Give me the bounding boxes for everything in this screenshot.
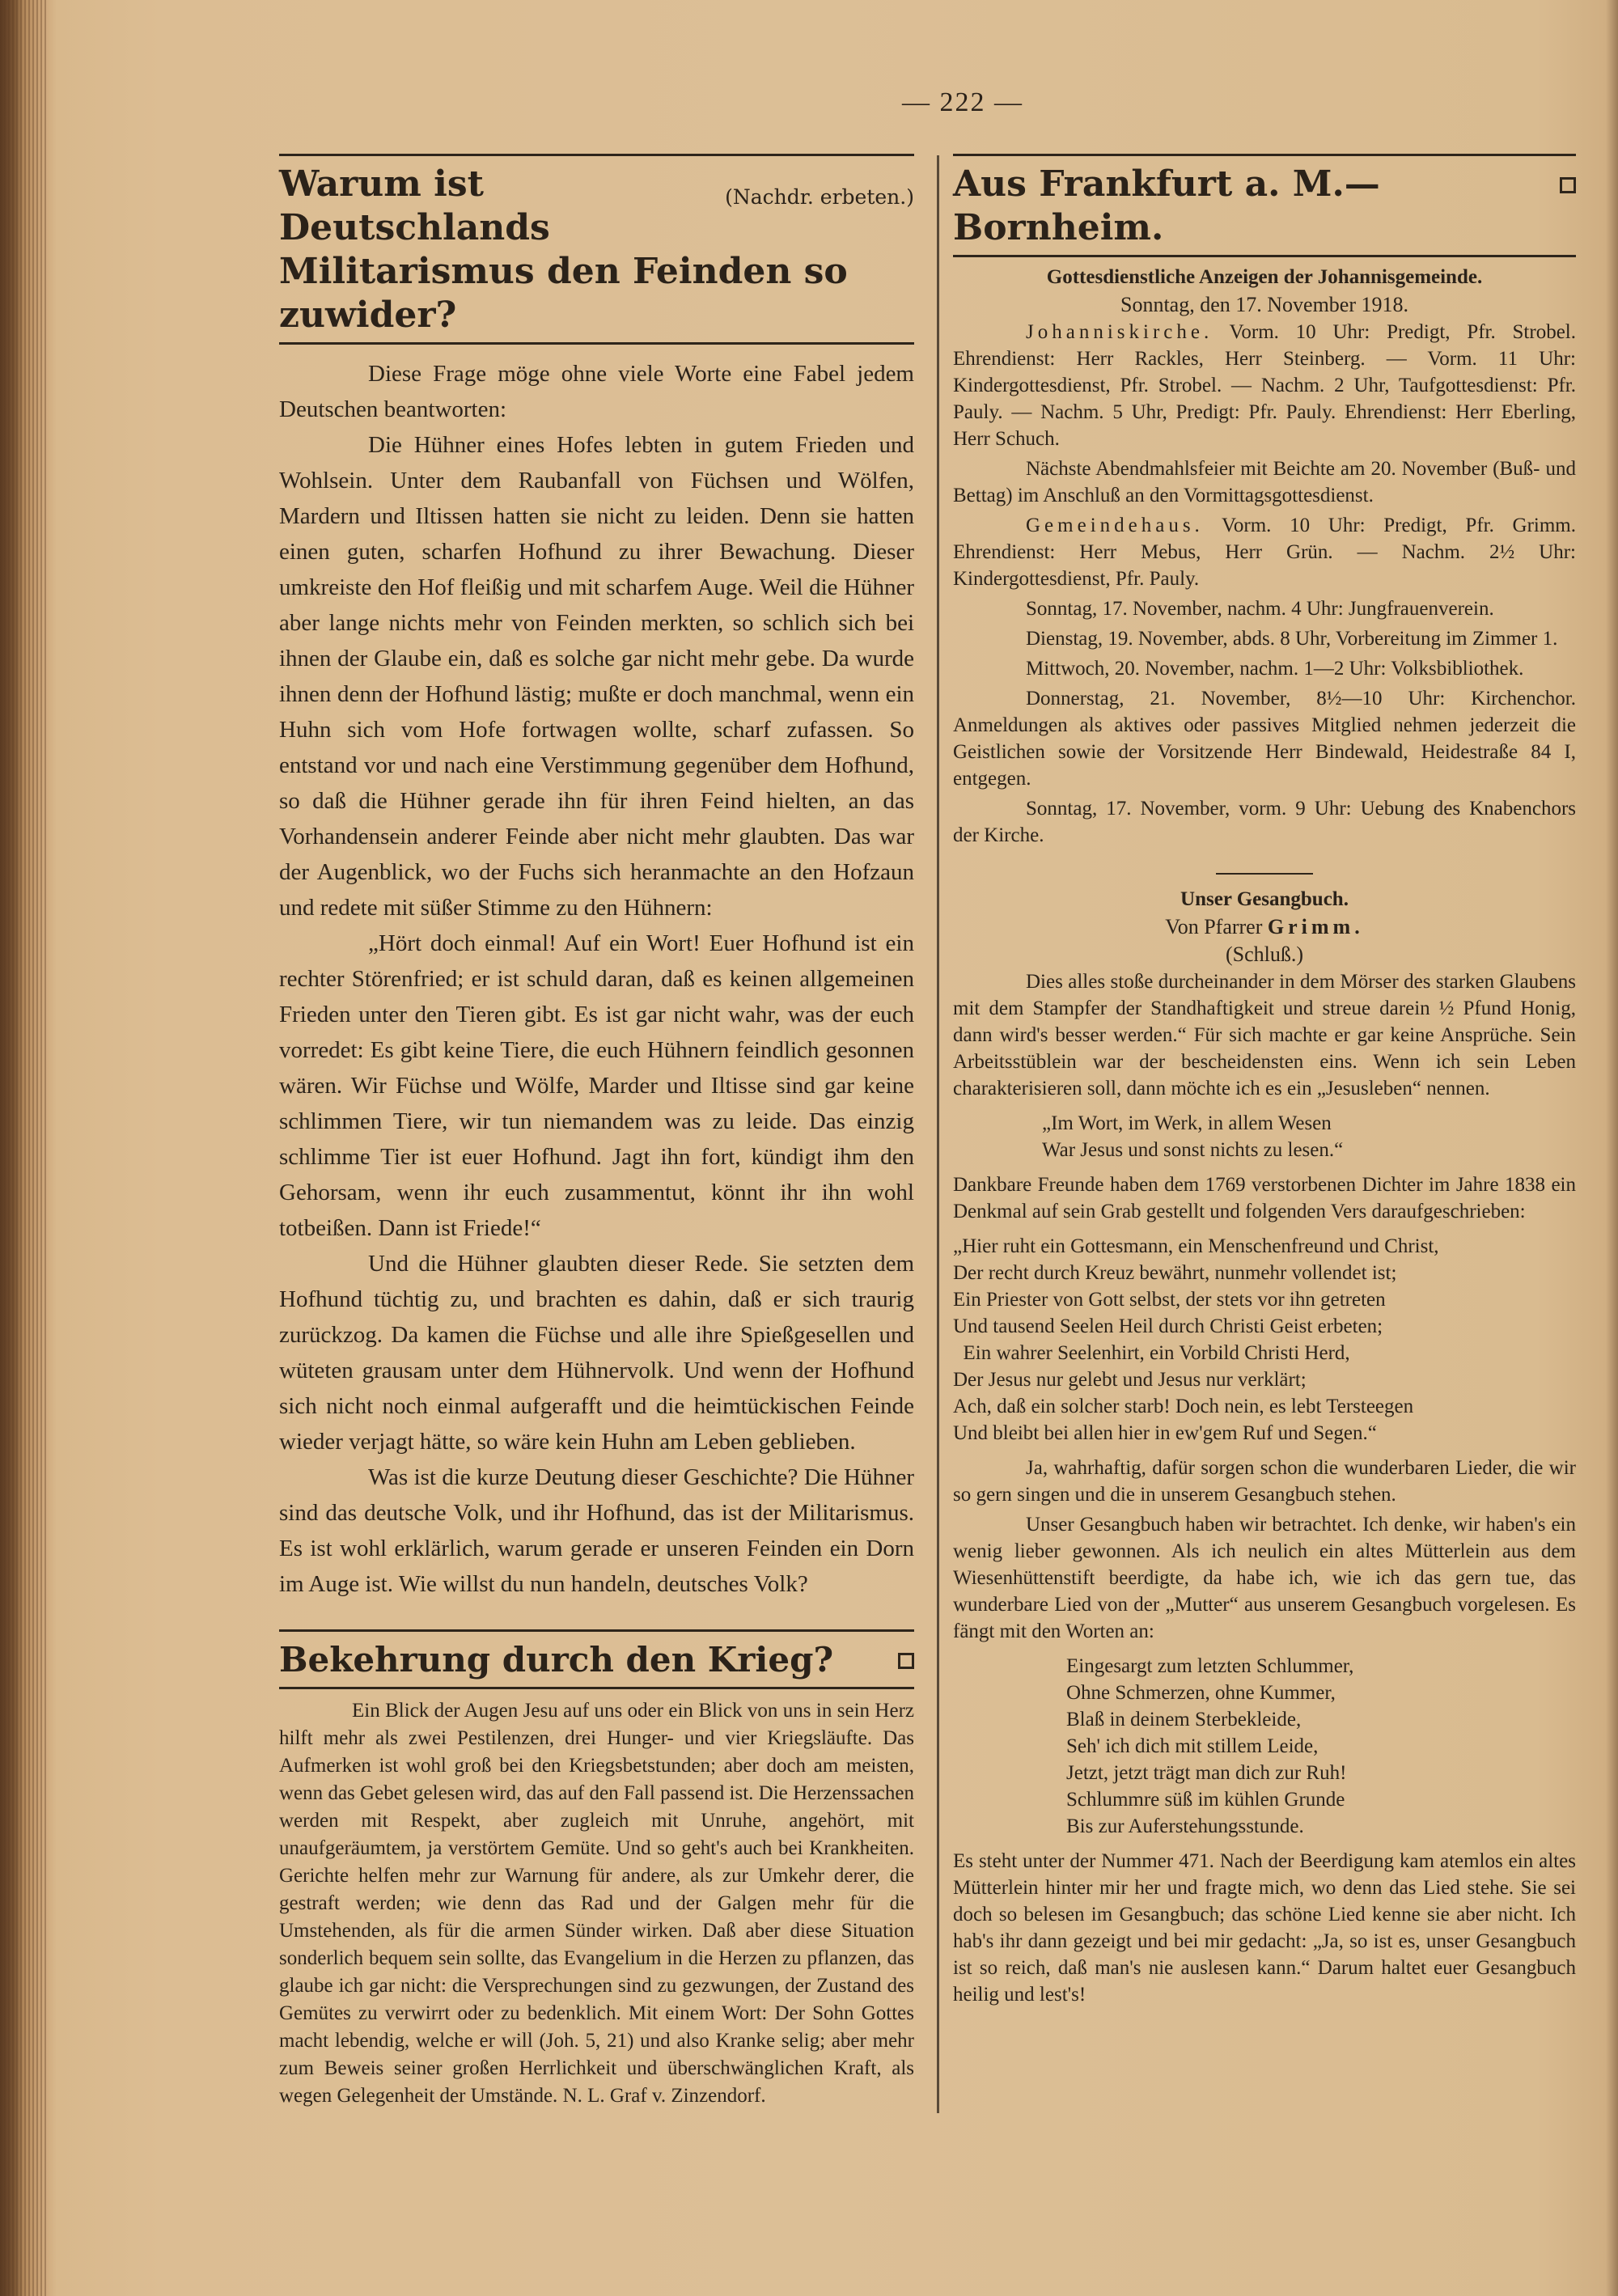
verse-line: War Jesus und sonst nichts zu lesen.“: [1042, 1139, 1344, 1161]
announcement-text: Sonntag, 17. November, nachm. 4 Uhr: Jungfrauenverein.: [1026, 598, 1494, 620]
announcement-text: Vorm. 10 Uhr: Predigt, Pfr. Strobel. Ehrendienst: Herr Rackles, Herr Steinberg. — Vorm. 11 Uhr: Kindergottesdienst, Pfr. Strobel. — Nachm. 2 Uhr, Taufgottesdienst: Pfr. Pauly. — Nachm. 5 Uhr, Predigt: Pfr. Pauly. Ehrendienst: Herr Eberling, Herr Schuch.: [953, 321, 1576, 450]
verse-line: Jetzt, jetzt trägt man dich zur Ruh!: [1066, 1762, 1347, 1784]
announcement: [953, 595, 1576, 622]
announcement-text: Vorm. 10 Uhr: Predigt, Pfr. Grimm. Ehrendienst: Herr Mebus, Herr Grün. — Nachm. 2½ Uhr: Kindergottesdienst, Pfr. Pauly.: [953, 515, 1576, 590]
song: [953, 1653, 1576, 1840]
book-edge: [0, 0, 49, 2296]
announcement: [953, 685, 1576, 792]
title-text: Aus Frankfurt a. M.—Bornheim.: [953, 163, 1380, 248]
announcement: [953, 655, 1576, 682]
announcement: [953, 319, 1576, 452]
verse-line: Ach, daß ein solcher starb! Doch nein, es lebt Tersteegen: [953, 1396, 1414, 1417]
epitaph: [953, 1233, 1576, 1447]
article-bekehrung: [279, 1629, 914, 2110]
paragraph: Dankbare Freunde haben dem 1769 verstorbenen Dichter im Jahre 1838 ein Denkmal auf sein Grab gestellt und folgenden Vers daraufgeschrieben:: [953, 1174, 1576, 1222]
announcements-list: [953, 319, 1576, 849]
article-militarismus: [279, 154, 914, 1602]
signature: N. L. Graf v. Zinzendorf.: [562, 2085, 766, 2107]
announcement: [953, 625, 1576, 652]
article-frankfurt: [953, 154, 1576, 2011]
announcement-place: Johanniskirche.: [1026, 321, 1214, 343]
paragraph: Dies alles stoße durcheinander in dem Mörser des starken Glaubens mit dem Stampfer der Standhaftigkeit und streue darein ½ Pfund Honig, dann wird's besser werden.“ Für sich machte er gar keine Ansprüche. Sein Arbeitsstüblein war der bescheidensten eins. Wenn ich sein Leben charakterisieren soll, dann möchte ich es ein „Jesusleben“ nennen.: [953, 971, 1576, 1099]
announcement-text: Dienstag, 19. November, abds. 8 Uhr, Vorbereitung im Zimmer 1.: [1026, 628, 1558, 650]
announcements-heading: Gottesdienstliche Anzeigen der Johannisgemeinde.: [1046, 266, 1483, 288]
announcement-text: Donnerstag, 21. November, 8½—10 Uhr: Kirchenchor. Anmeldungen als aktives oder passives Mitglied nehmen jederzeit die Geistlichen sowie der Vorsitzende Herr Bindewald, Heidestraße 84 I, entgegen.: [953, 688, 1576, 790]
announcement-place: Gemeindehaus.: [1026, 515, 1204, 536]
paragraph: Und die Hühner glaubten dieser Rede. Sie setzten dem Hofhund tüchtig zu, und brachten es dahin, daß er sich traurig zurückzog. Da kamen die Füchse und alle ihre Spießgesellen und wüteten grausam unter dem Hühnervolk. Und wenn der Hofhund sich nicht noch einmal aufgerafft und die heimtückischen Feinde wieder verjagt hätte, so wäre kein Huhn am Leben geblieben.: [279, 1251, 914, 1455]
paragraph: Unser Gesangbuch haben wir betrachtet. Ich denke, wir haben's ein wenig lieber gewonnen. Als ich neulich ein altes Mütterlein aus dem Wiesenhüttenstift beerdigte, da habe ich, wie ich das gern tue, das wunderbare Lied von der „Mutter“ aus unserem Gesangbuch vorgelesen. Es fängt mit den Worten an:: [953, 1514, 1576, 1642]
paragraph: Es steht unter der Nummer 471. Nach der Beerdigung kam atemlos ein altes Mütterlein hinter mir her und fragte mich, wo denn das Lied stehe. Sie sei doch so belesen im Gesangbuch; das schöne Lied kenne sie aber nicht. Ich hab's ihr dann gezeigt und bei mir gedacht: „Ja, so ist es, unser Gesangbuch ist so reich, daß man's nie auslesen kann.“ Darum haltet euer Gesangbuch heilig und lest's!: [953, 1850, 1576, 2006]
body-text: Ein Blick der Augen Jesu auf uns oder ein Blick von uns in sein Herz hilft mehr als zwei Pestilenzen, drei Hunger- und vier Kriegsläufte. Das Aufmerken ist wohl groß bei den Kriegsbetstunden; aber doch am meisten, wenn das Gebet gelesen wird, das auf den Fall passend ist. Die Herzenssachen werden mit Respekt, aber zugleich mit Unruhe, angehört, mit unaufgeräumtem, ja verstörtem Gemüte. Und so geht's auch bei Krankheiten. Gerichte helfen mehr zur Warnung für andere, als zur Umkehr derer, die gestraft werden; wie denn das Rad und der Galgen mehr für die Umstehenden, als für die armen Sünder wirken. Daß aber diese Situation sonderlich bequem sein sollte, das Evangelium in die Herzen zu pflanzen, das glaube ich gar nicht: die Versprechungen sind zu gezwungen, der Zustand des Gemütes zu verwirrt oder zu bedenklich. Mit einem Wort: Der Sohn Gottes macht lebendig, welche er will (Joh. 5, 21) und also Kranke selig; aber mehr zum Beweis seiner großen Herrlichkeit und überschwänglichen Kraft, als wegen Gelegenheit der Umstände.: [279, 1700, 914, 2107]
announcement: [953, 455, 1576, 509]
hymnbook-title: Unser Gesangbuch.: [1180, 888, 1349, 910]
left-column: [279, 154, 914, 2110]
announcement-text: Mittwoch, 20. November, nachm. 1—2 Uhr: Volksbibliothek.: [1026, 658, 1524, 680]
verse-line: Der recht durch Kreuz bewährt, nunmehr vollendet ist;: [953, 1262, 1397, 1284]
paragraph: [279, 1697, 914, 2110]
title-text: Warum ist Deutschlands Militarismus den Feinden so zuwider?: [279, 163, 848, 336]
end-box-icon: [898, 1653, 914, 1669]
paragraph: Was ist die kurze Deutung dieser Geschichte? Die Hühner sind das deutsche Volk, und ihr Hofhund, das ist der Militarismus. Es ist wohl erklärlich, warum gerade er unseren Feinden ein Dorn im Auge ist. Wie willst du nun handeln, deutsches Volk?: [279, 1464, 914, 1597]
rule: [953, 255, 1576, 257]
verse-line: Ein wahrer Seelenhirt, ein Vorbild Christi Herd,: [953, 1342, 1350, 1364]
announcement: [953, 512, 1576, 592]
verse-line: Bis zur Auferstehungsstunde.: [1066, 1815, 1304, 1837]
paragraph: Ja, wahrhaftig, dafür sorgen schon die wunderbaren Lieder, die wir so gern singen und die in unserem Gesangbuch stehen.: [953, 1457, 1576, 1506]
paragraph: Diese Frage möge ohne viele Worte eine Fabel jedem Deutschen beantworten:: [279, 361, 914, 422]
verse-line: Seh' ich dich mit stillem Leide,: [1066, 1735, 1319, 1757]
verse-line: Blaß in deinem Sterbekleide,: [1066, 1709, 1302, 1730]
verse-line: Und bleibt bei allen hier in ew'gem Ruf und Segen.“: [953, 1422, 1377, 1444]
article-title: [953, 156, 1576, 255]
end-box-icon: [1560, 177, 1576, 193]
verse-line: Ein Priester von Gott selbst, der stets vor ihn getreten: [953, 1289, 1386, 1311]
article-title: [279, 1632, 914, 1687]
hymnbook-author: [953, 913, 1576, 941]
verse-line: Schlummre süß im kühlen Grunde: [1066, 1789, 1345, 1811]
paragraph: Die Hühner eines Hofes lebten in gutem Frieden und Wohlsein. Unter dem Raubanfall von Füchsen und Wölfen, Mardern und Iltissen hatten sie nicht zu leiden. Denn sie hatten einen guten, scharfen Hofhund zu ihrer Bewachung. Dieser umkreiste den Hof fleißig und mit scharfem Auge. Weil die Hühner aber lange nichts mehr von Feinden merkten, so schlich sich bei ihnen der Glaube ein, daß es solche gar nicht mehr gebe. Da wurde ihnen denn der Hofhund lästig; mußte er doch manchmal, wenn ein Huhn sich vom Hofe fortwagen wollte, scharf zufassen. So entstand vor und nach eine Verstimmung gegenüber dem Hofhund, so daß die Hühner gerade ihn für ihren Feind hielten, an das Vorhandensein anderer Feinde aber nicht mehr glaubten. Das war der Augenblick, wo der Fuchs sich heranmachte an den Hofzaun und redete mit süßer Stimme zu den Hühnern:: [279, 432, 914, 921]
announcement: [953, 795, 1576, 849]
verse-line: Eingesargt zum letzten Schlummer,: [1066, 1655, 1354, 1677]
separator: [1216, 873, 1313, 875]
paragraph: „Hört doch einmal! Auf ein Wort! Euer Hofhund ist ein rechter Störenfried; er ist schuld daran, daß es keinen allgemeinen Frieden unter den Tieren gibt. Es ist gar nicht wahr, was der euch vorredet: Es gibt keine Tiere, die euch Hühnern feindlich gesonnen wären. Wir Füchse und Wölfe, Marder und Iltisse sind gar keine schlimmen Tiere, wir tun niemandem was zu leide. Das einzig schlimme Tier ist euer Hofhund. Jagt ihn fort, kündigt ihm den Gehorsam, wenn ihr euch zusammentut, könnt ihr ihn wohl totbeißen. Dann ist Friede!“: [279, 930, 914, 1241]
title-text: Bekehrung durch den Krieg?: [279, 1640, 834, 1680]
verse-line: Ohne Schmerzen, ohne Kummer,: [1066, 1682, 1336, 1704]
verse-line: Und tausend Seelen Heil durch Christi Geist erbeten;: [953, 1315, 1383, 1337]
author-name: Grimm.: [1267, 915, 1364, 938]
verse-line: „Hier ruht ein Gottesmann, ein Menschenfreund und Christ,: [953, 1235, 1439, 1257]
page-number: — 222 —: [902, 87, 1023, 117]
article-title: [279, 156, 914, 342]
announcement-text: Nächste Abendmahlsfeier mit Beichte am 20. November (Buß- und Bettag) im Anschluß an den Vormittagsgottesdienst.: [953, 458, 1576, 506]
reprint-note: (Nachdr. erbeten.): [725, 185, 914, 209]
announcements-date: Sonntag, den 17. November 1918.: [1120, 293, 1408, 316]
author-prefix: Von Pfarrer: [1165, 915, 1268, 938]
announcement-text: Sonntag, 17. November, vorm. 9 Uhr: Uebung des Knabenchors der Kirche.: [953, 798, 1576, 846]
verse-line: „Im Wort, im Werk, in allem Wesen: [1042, 1112, 1332, 1134]
verse-line: Der Jesus nur gelebt und Jesus nur verklärt;: [953, 1369, 1307, 1391]
hymnbook-part: (Schluß.): [1225, 943, 1304, 966]
column-divider: [937, 155, 939, 2113]
quote: [953, 1110, 1576, 1163]
